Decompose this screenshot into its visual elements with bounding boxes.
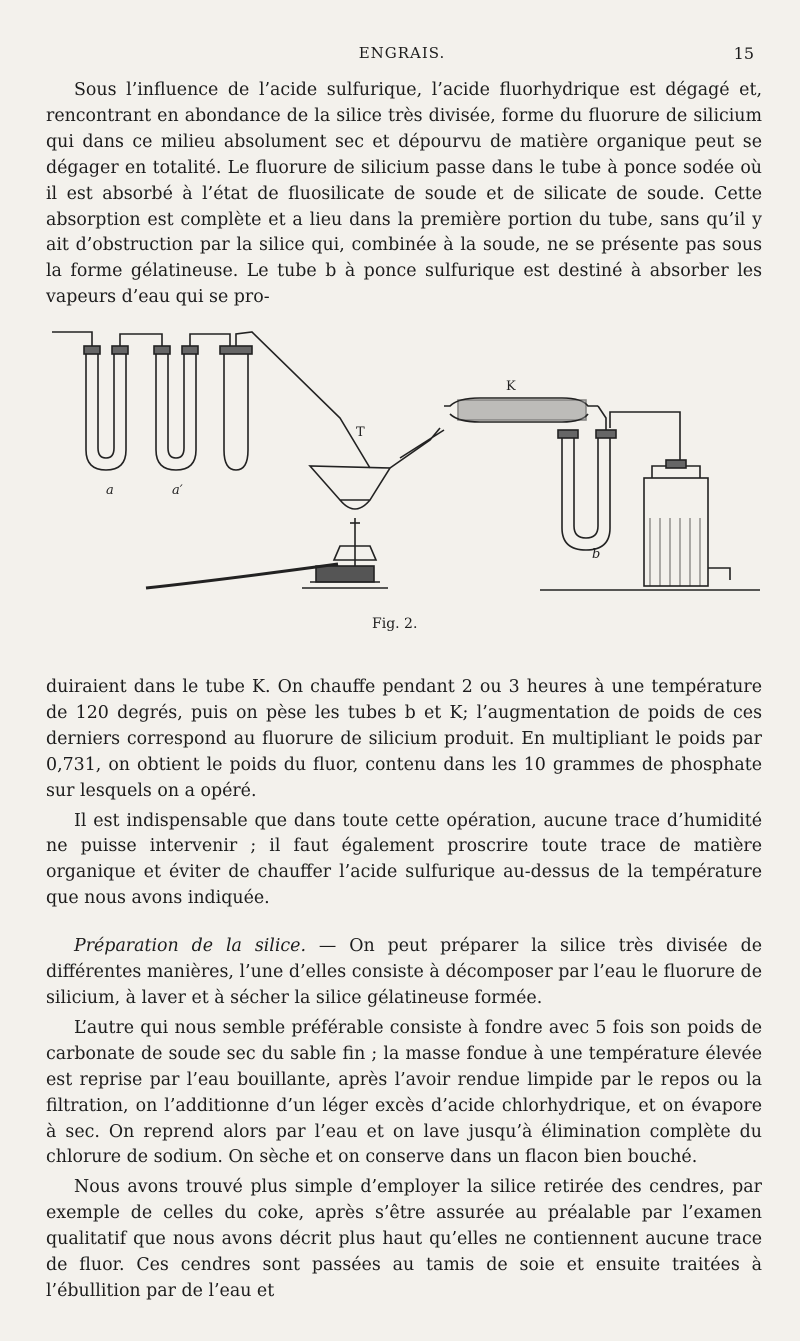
paragraph-cendres: Nous avons trouvé plus simple d’employer la silice retirée des cendres, par exemple de celles du coke, après s’être assurée au préalable par l’examen qualitatif que nous avons décrit plus haut qu’elles ne contiennent aucune trace de fluor. Ces cendres sont passées au tamis de soie et ensuite traitées à l’ébullition par de l’eau et: [46, 1177, 762, 1301]
paragraph-humidite: Il est indispensable que dans toute cette opération, aucune trace d’humidité ne puisse intervenir ; il faut également proscrire toute trace de matière organique et éviter de chauffer l’acide sulfurique au-dessus de la température que nous avons indiquée.: [46, 810, 762, 909]
burner: [310, 546, 380, 582]
tube-k: [444, 398, 598, 422]
paragraph-fluorure: Sous l’influence de l’acide sulfurique, l’acide fluorhydrique est dégagé et, rencontrant en abondance de la silice très divisée, forme du fluorure de silicium qui dans ce milieu absolument sec et dépourvu de matière organique peut se dégager en totalité. Le fluorure de silicium passe dans le tube à ponce sodée où il est absorbé à l’état de fluosilicate de soude et de silicate de soude. Cette absorption est complète et a lieu dans la première portion du tube, sans qu’il y ait d’obstruction par la silice qui, combinée à la soude, ne se présente pas sous la forme gélatineuse. Le tube b à ponce sulfurique est destiné à absorber les vapeurs d’eau qui se pro-: [46, 80, 762, 308]
section-text: — On peut préparer la silice très divisée de différentes manières, l’une d’elles consiste à décomposer par l’eau le fluorure de silicium, à laver et à sécher la silice gélatineuse formée.: [46, 936, 762, 1008]
label-t: T: [356, 425, 365, 440]
flask-t: [310, 428, 444, 509]
aspirator-bottle: [644, 460, 730, 586]
label-a-prime: a′: [172, 483, 183, 498]
label-a: a: [106, 483, 114, 498]
paragraph-preparation: [46, 934, 762, 1012]
paragraph-chauffe: duiraient dans le tube K. On chauffe pendant 2 ou 3 heures à une température de 120 degrés, puis on pèse les tubes b et K; l’augmentation de poids de ces derniers correspond au fluorure de silicium produit. En multipliant le poids par 0,731, on obtient le poids du fluor, contenu dans les 10 grammes de phosphate sur lesquels on a opéré.: [46, 677, 762, 801]
apparatus-figure: [40, 318, 760, 638]
label-k: K: [506, 379, 516, 394]
u-tube-b: [558, 430, 616, 550]
u-tube-a-prime: [154, 346, 198, 470]
paragraph-fondre: L’autre qui nous semble préférable consiste à fondre avec 5 fois son poids de carbonate de soude sec du sable fin ; la masse fondue à une température élevée est reprise par l’eau bouillante, après l’avoir rendue limpide par le repos ou la filtration, on l’additionne d’un léger excès d’acide chlorhydrique, et on évapore à sec. On reprend alors par l’eau et on lave jusqu’à élimination complète du chlorure de sodium. On sèche et on conserve dans un flacon bien bouché.: [46, 1017, 762, 1168]
running-title: ENGRAIS.: [358, 44, 446, 62]
text-block-bottom: [46, 675, 762, 1305]
label-b: b: [592, 547, 601, 562]
figure-caption: Fig. 2.: [372, 616, 418, 632]
section-heading: Préparation de la silice.: [74, 936, 306, 957]
running-header: [46, 44, 758, 70]
page-number: 15: [733, 44, 754, 63]
text-block-top: [46, 78, 762, 311]
u-tube-a: [84, 346, 128, 470]
